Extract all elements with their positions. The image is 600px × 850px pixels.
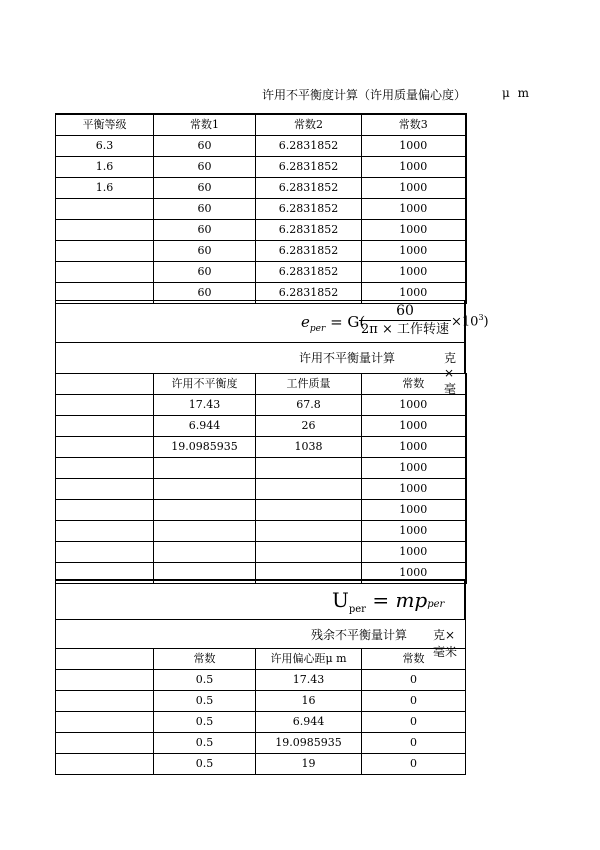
column-header: 许用偏心距μ m: [256, 649, 362, 670]
table-cell[interactable]: 0.5: [154, 691, 256, 712]
table-row: [56, 437, 466, 458]
table-cell[interactable]: [56, 437, 154, 458]
table-cell[interactable]: 60: [154, 136, 256, 157]
column-header: 常数3: [362, 114, 466, 136]
column-header: [56, 374, 154, 395]
table-cell[interactable]: 19: [256, 754, 362, 775]
table-cell[interactable]: 1000: [362, 157, 466, 178]
column-header: 常数2: [256, 114, 362, 136]
table-cell[interactable]: [56, 262, 154, 283]
column-header: 平衡等级: [56, 114, 154, 136]
table-cell[interactable]: 1000: [362, 458, 466, 479]
table-cell[interactable]: 6.2831852: [256, 199, 362, 220]
formula-uper: $U_{per}$ = mpper: [332, 588, 445, 615]
table-cell[interactable]: [256, 542, 362, 563]
table-cell[interactable]: 19.0985935: [256, 733, 362, 754]
table-cell[interactable]: 1.6: [56, 178, 154, 199]
column-header: 常数: [362, 649, 466, 670]
table-cell[interactable]: [154, 500, 256, 521]
table-cell[interactable]: 17.43: [256, 670, 362, 691]
table-cell[interactable]: [56, 416, 154, 437]
table-cell[interactable]: 60: [154, 178, 256, 199]
table-cell[interactable]: 1000: [362, 220, 466, 241]
table-row: [56, 395, 466, 416]
table-row: [56, 733, 466, 754]
table-header-row: [56, 374, 466, 395]
table-row: [56, 262, 466, 283]
table-cell[interactable]: 1000: [362, 479, 466, 500]
table-cell[interactable]: 60: [154, 283, 256, 304]
table-row: [56, 479, 466, 500]
column-header: 常数: [362, 374, 466, 395]
formula-box-uper: [55, 579, 466, 620]
table-cell[interactable]: 6.3: [56, 136, 154, 157]
table-cell[interactable]: 60: [154, 157, 256, 178]
page-title: 许用不平衡度计算（许用质量偏心度）: [262, 88, 467, 102]
table-cell[interactable]: [256, 500, 362, 521]
table-cell[interactable]: 6.944: [154, 416, 256, 437]
balance-grade-table: [55, 113, 467, 304]
table-cell[interactable]: [56, 754, 154, 775]
table-cell[interactable]: 1000: [362, 283, 466, 304]
table-cell[interactable]: 0.5: [154, 754, 256, 775]
table-cell[interactable]: 1000: [362, 136, 466, 157]
table-cell[interactable]: [154, 542, 256, 563]
formula-eper-numerator: 60: [396, 303, 414, 319]
table-cell[interactable]: 6.944: [256, 712, 362, 733]
table-cell[interactable]: [154, 521, 256, 542]
table-cell[interactable]: [56, 691, 154, 712]
table-header-row: [56, 114, 466, 136]
table-cell[interactable]: 0: [362, 670, 466, 691]
section-title-residual: 残余不平衡量计算: [311, 628, 408, 642]
table-cell[interactable]: 1.6: [56, 157, 154, 178]
table-cell[interactable]: 6.2831852: [256, 220, 362, 241]
formula-box-eper: [55, 300, 489, 343]
table-cell[interactable]: 0: [362, 733, 466, 754]
table-cell[interactable]: [56, 479, 154, 500]
column-header: 工件质量: [256, 374, 362, 395]
section-unit-residual: 克×毫米: [433, 628, 458, 659]
table-cell[interactable]: 60: [154, 262, 256, 283]
table-cell[interactable]: [56, 670, 154, 691]
table-header-row: [56, 649, 466, 670]
table-cell[interactable]: [56, 241, 154, 262]
formula-eper-fraction: [359, 303, 451, 338]
table-row: [56, 458, 466, 479]
table-cell[interactable]: 67.8: [256, 395, 362, 416]
table-cell[interactable]: 0.5: [154, 712, 256, 733]
unbalance-table: [55, 373, 467, 584]
table-cell[interactable]: 19.0985935: [154, 437, 256, 458]
table-cell[interactable]: [56, 733, 154, 754]
table-cell[interactable]: 1000: [362, 437, 466, 458]
table-cell[interactable]: 0.5: [154, 670, 256, 691]
table-cell[interactable]: 6.2831852: [256, 178, 362, 199]
table-cell[interactable]: 16: [256, 691, 362, 712]
table-cell[interactable]: 1000: [362, 500, 466, 521]
table-row: [56, 416, 466, 437]
table-row: [56, 521, 466, 542]
table-row: [56, 542, 466, 563]
table-cell[interactable]: 0: [362, 754, 466, 775]
table-cell[interactable]: 0: [362, 712, 466, 733]
table-row: [56, 136, 466, 157]
table-cell[interactable]: 6.2831852: [256, 241, 362, 262]
table-cell[interactable]: 17.43: [154, 395, 256, 416]
table-cell[interactable]: 1000: [362, 199, 466, 220]
table-cell[interactable]: [56, 521, 154, 542]
table-row: [56, 754, 466, 775]
table-cell[interactable]: 1000: [362, 521, 466, 542]
column-header: 常数: [154, 649, 256, 670]
table-cell[interactable]: 60: [154, 241, 256, 262]
table-row: [56, 220, 466, 241]
table-cell[interactable]: 1000: [362, 241, 466, 262]
table-row: [56, 712, 466, 733]
table-cell[interactable]: 1000: [362, 542, 466, 563]
table-row: [56, 500, 466, 521]
table-cell[interactable]: [56, 220, 154, 241]
table-cell[interactable]: 6.2831852: [256, 283, 362, 304]
table-cell[interactable]: [56, 500, 154, 521]
table-row: [56, 691, 466, 712]
table-cell[interactable]: [56, 458, 154, 479]
table-cell[interactable]: [154, 479, 256, 500]
table-cell[interactable]: [56, 542, 154, 563]
table-cell[interactable]: 1000: [362, 395, 466, 416]
section-title-unbalance: 许用不平衡量计算: [299, 351, 396, 365]
table-cell[interactable]: 60: [154, 220, 256, 241]
column-header: 许用不平衡度: [154, 374, 256, 395]
table-cell[interactable]: 0.5: [154, 733, 256, 754]
table-cell[interactable]: [256, 521, 362, 542]
table-cell[interactable]: [256, 458, 362, 479]
formula-eper-tail: $\times 10^3$): [451, 313, 489, 330]
table-cell[interactable]: 6.2831852: [256, 262, 362, 283]
table-cell[interactable]: 1000: [362, 563, 466, 584]
table-cell[interactable]: 1000: [362, 416, 466, 437]
table-cell[interactable]: 60: [154, 199, 256, 220]
table-row: [56, 178, 466, 199]
title-unit: μ m: [502, 86, 531, 100]
table-row: [56, 670, 466, 691]
column-header: 常数1: [154, 114, 256, 136]
table-cell[interactable]: 1000: [362, 262, 466, 283]
table-cell[interactable]: 6.2831852: [256, 157, 362, 178]
formula-eper-lhs: $e_{per} = G$(: [301, 313, 366, 334]
table-row: [56, 157, 466, 178]
table-cell[interactable]: 1038: [256, 437, 362, 458]
table-cell[interactable]: [256, 479, 362, 500]
formula-eper-denominator: 2π × 工作转速: [361, 322, 449, 337]
column-header: [56, 649, 154, 670]
table-cell[interactable]: 26: [256, 416, 362, 437]
residual-unbalance-table: [55, 648, 466, 775]
table-cell[interactable]: [154, 458, 256, 479]
table-cell[interactable]: [56, 395, 154, 416]
section-unit-unbalance: 克×毫: [444, 351, 457, 396]
fraction-bar: [359, 320, 451, 321]
table-cell[interactable]: [56, 199, 154, 220]
formula-eper: [301, 303, 489, 343]
table-row: [56, 241, 466, 262]
table-row: [56, 199, 466, 220]
table-cell[interactable]: 1000: [362, 178, 466, 199]
table-cell[interactable]: 0: [362, 691, 466, 712]
table-cell[interactable]: 6.2831852: [256, 136, 362, 157]
table-cell[interactable]: [56, 712, 154, 733]
